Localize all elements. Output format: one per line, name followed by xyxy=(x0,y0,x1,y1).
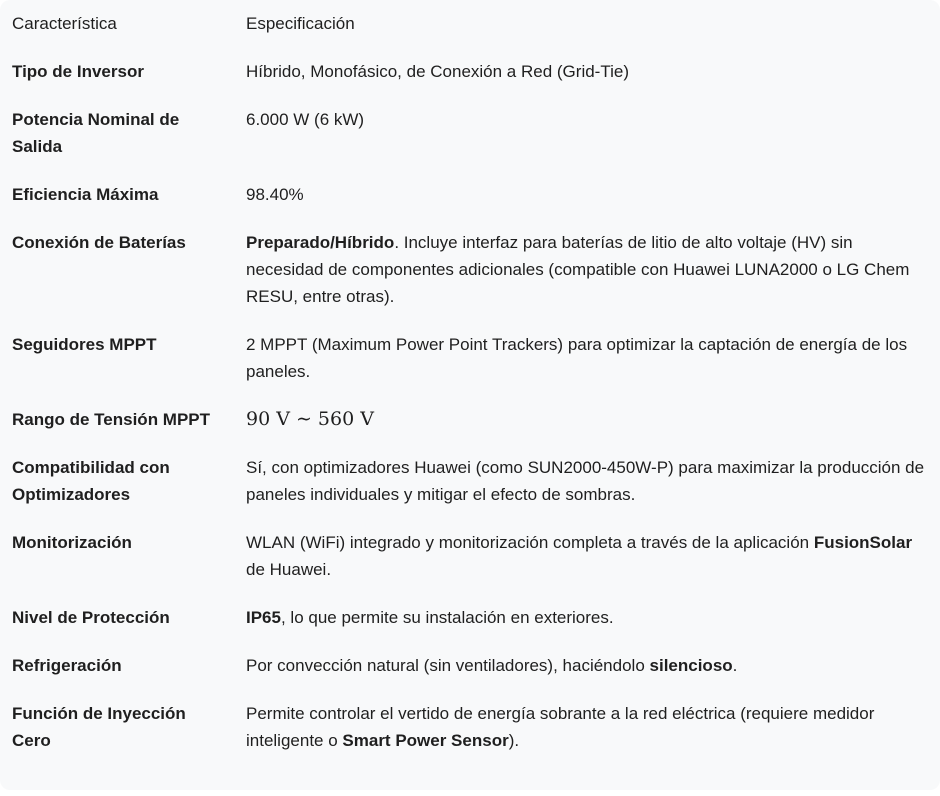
spec-text: . Incluye interfaz para baterías de litio de alto voltaje (HV) sin necesidad de componentes adicionales (compatible con Huawei LUNA2000 o LG Chem RESU, entre otras). xyxy=(246,233,910,306)
spec-text: , lo que permite su instalación en exteriores. xyxy=(280,608,614,627)
row-specification xyxy=(234,444,940,519)
row-specification xyxy=(234,96,940,171)
table-row xyxy=(0,321,940,396)
spec-bold-text: Smart Power Sensor xyxy=(342,731,509,750)
header-specification: Especificación xyxy=(246,14,355,33)
spec-bold-text: IP65 xyxy=(246,608,281,627)
row-characteristic: Conexión de Baterías xyxy=(12,233,186,252)
table-row xyxy=(0,171,940,219)
table-row xyxy=(0,48,940,96)
table-row xyxy=(0,690,940,765)
table-row xyxy=(0,396,940,444)
row-specification xyxy=(234,594,940,642)
spec-text: Permite controlar el vertido de energía sobrante a la red eléctrica (requiere medidor inteligente o xyxy=(246,704,875,750)
row-characteristic: Potencia Nominal de Salida xyxy=(12,110,180,156)
table-row xyxy=(0,219,940,321)
spec-text: ). xyxy=(508,731,520,750)
row-characteristic: Seguidores MPPT xyxy=(12,335,157,354)
row-specification xyxy=(234,396,940,444)
spec-text: WLAN (WiFi) integrado y monitorización completa a través de la aplicación xyxy=(246,533,814,552)
row-specification xyxy=(234,321,940,396)
spec-text: 98.40% xyxy=(246,185,304,204)
row-specification xyxy=(234,642,940,690)
spec-bold-text: Preparado/Híbrido xyxy=(246,233,395,252)
row-specification xyxy=(234,219,940,321)
table-header-row xyxy=(0,0,940,48)
spec-text: Híbrido, Monofásico, de Conexión a Red (Grid-Tie) xyxy=(246,62,629,81)
header-characteristic: Característica xyxy=(12,14,117,33)
table-row xyxy=(0,519,940,594)
table-row xyxy=(0,96,940,171)
table-row xyxy=(0,642,940,690)
spec-bold-text: FusionSolar xyxy=(813,533,913,552)
row-characteristic: Refrigeración xyxy=(12,656,122,675)
table-row xyxy=(0,594,940,642)
row-characteristic: Rango de Tensión MPPT xyxy=(12,410,211,429)
spec-text: de Huawei. xyxy=(246,560,332,579)
spec-text: . xyxy=(732,656,738,675)
table-body xyxy=(0,48,940,765)
row-characteristic: Tipo de Inversor xyxy=(12,62,144,81)
row-specification xyxy=(234,48,940,96)
row-characteristic: Función de Inyección Cero xyxy=(12,704,186,750)
table-row xyxy=(0,444,940,519)
row-characteristic: Eficiencia Máxima xyxy=(12,185,159,204)
spec-text: Por convección natural (sin ventiladores), haciéndolo xyxy=(246,656,650,675)
row-characteristic: Monitorización xyxy=(12,533,132,552)
row-characteristic: Compatibilidad con Optimizadores xyxy=(12,458,170,504)
spec-text: 90 V ∼ 560 V xyxy=(246,408,374,430)
spec-bold-text: silencioso xyxy=(649,656,733,675)
row-characteristic: Nivel de Protección xyxy=(12,608,170,627)
row-specification xyxy=(234,171,940,219)
row-specification xyxy=(234,519,940,594)
spec-text: Sí, con optimizadores Huawei (como SUN2000-450W-P) para maximizar la producción de paneles individuales y mitigar el efecto de sombras. xyxy=(246,458,925,504)
spec-text: 6.000 W (6 kW) xyxy=(246,110,365,129)
spec-text: 2 MPPT (Maximum Power Point Trackers) para optimizar la captación de energía de los paneles. xyxy=(246,335,908,381)
row-specification xyxy=(234,690,940,765)
